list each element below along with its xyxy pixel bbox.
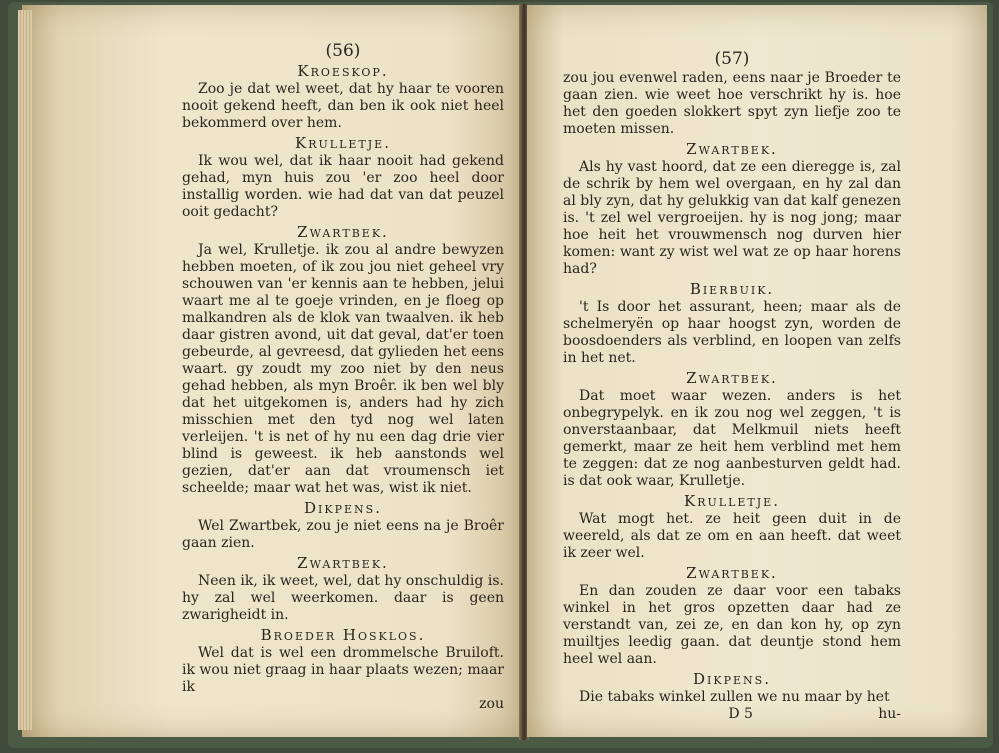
speaker-heading: Zwartbek. (686, 564, 778, 582)
speaker-heading: Zwartbek. (297, 554, 389, 572)
page-number: (56) (325, 41, 361, 61)
right-page (527, 5, 987, 737)
dialogue-paragraph: Dat moet waar wezen. anders is het onbegrypelyk. en ik zou nog wel zeggen, 't is onverstaanbaar, dat Melkmuil niets heeft gemerkt, maar ze heit hem verblind met hem te zeggen: dat ze nog aanbesturven geldt had. is dat ook waar, Krulletje. (563, 388, 901, 489)
dialogue-paragraph: Wel Zwartbek, zou je niet eens na je Broêr gaan zien. (182, 518, 504, 551)
speaker-heading: Dikpens. (693, 670, 771, 688)
speaker-heading: Dikpens. (304, 499, 382, 517)
signature-mark: D 5 (728, 706, 753, 722)
page-edges (18, 10, 32, 730)
left-page (22, 5, 521, 737)
dialogue-paragraph: Ik wou wel, dat ik haar nooit had gekend gehad, myn huis zou 'er zoo heel door installig worden. wie had dat van dat peuzel ooit gedacht? (182, 153, 504, 220)
speaker-heading: Krulletje. (295, 134, 391, 152)
catchword: hu- (878, 706, 901, 722)
catchword-line (563, 706, 901, 723)
speaker-heading: Kroeskop. (297, 62, 389, 80)
catchword-line (182, 696, 504, 713)
page-number: (57) (714, 49, 750, 69)
speaker-heading: Bierbuik. (689, 280, 775, 298)
speaker-heading: Zwartbek. (686, 140, 778, 158)
dialogue-paragraph: Wat mogt het. ze heit geen duit in de weereld, als dat ze om en aan heeft. dat weet ik zeer wel. (563, 511, 901, 561)
dialogue-paragraph: Ja wel, Krulletje. ik zou al andre bewyzen hebben moeten, of ik zou jou niet geheel vry schouwen van 'er kennis aan te hebben, jelui waart me al te goeje vrinden, en je floeg op malkandren als de klok van twaalven. ik heb daar gistren avond, uit dat geval, dat'er toen gebeurde, al gevreesd, dat gylieden het eens waart. gy zoudt my zoo niet by den neus gehad hebben, als myn Broêr. ik ben wel bly dat het uitgekomen is, anders had hy zich misschien met den tyd nog wel laten verleijen. 't is net of hy nu een dag drie vier blind is geweest. ik heb aanstonds wel gezien, dat'er aan dat vroumensch iet scheelde; maar wat het was, wist ik niet. (182, 242, 504, 496)
dialogue-paragraph: Zoo je dat wel weet, dat hy haar te vooren nooit gekend heeft, dan ben ik ook niet heel bekommerd over hem. (182, 81, 504, 131)
speaker-heading: Krulletje. (684, 492, 780, 510)
speaker-heading: Zwartbek. (297, 223, 389, 241)
speaker-heading: Zwartbek. (686, 369, 778, 387)
dialogue-paragraph: Wel dat is wel een drommelsche Bruiloft. ik wou niet graag in haar plaats wezen; maar ik (182, 645, 504, 695)
dialogue-paragraph: zou jou evenwel raden, eens naar je Broeder te gaan zien. wie weet hoe verschrikt hy is. hoe het den goeden slokkert spyt zyn liefje zoo te moeten missen. (563, 70, 901, 137)
catchword: zou (479, 696, 504, 712)
right-page-text (563, 51, 901, 723)
dialogue-paragraph: En dan zouden ze daar voor een tabaks winkel in het gros opzetten daar had ze verstandt van, zei ze, en dan kon hy, op zyn muiltjes leedig gaan. dat deuntje stond hem heel wel aan. (563, 583, 901, 667)
dialogue-paragraph: Die tabaks winkel zullen we nu maar by het (579, 689, 890, 705)
left-page-text (182, 43, 504, 713)
dialogue-paragraph: 't Is door het assurant, heen; maar als de schelmeryën op haar hoogst zyn, worden de boosdoenders als verblind, en loopen van zelfs in het net. (563, 299, 901, 366)
speaker-heading: Broeder Hosklos. (260, 626, 426, 644)
dialogue-paragraph: Neen ik, ik weet, wel, dat hy onschuldig is. hy zal wel weerkomen. daar is geen zwarigheidt in. (182, 573, 504, 623)
dialogue-paragraph: Als hy vast hoord, dat ze een dieregge is, zal de schrik by hem wel overgaan, en hy zal dan al bly zyn, dat hy gelukkig van dat kalf genezen is. 't zel wel vergroeijen. hy is nog jong; maar hoe heit het vrouwmensch nog durven hier komen: want zy wist wel wat ze op haar horens had? (563, 159, 901, 277)
